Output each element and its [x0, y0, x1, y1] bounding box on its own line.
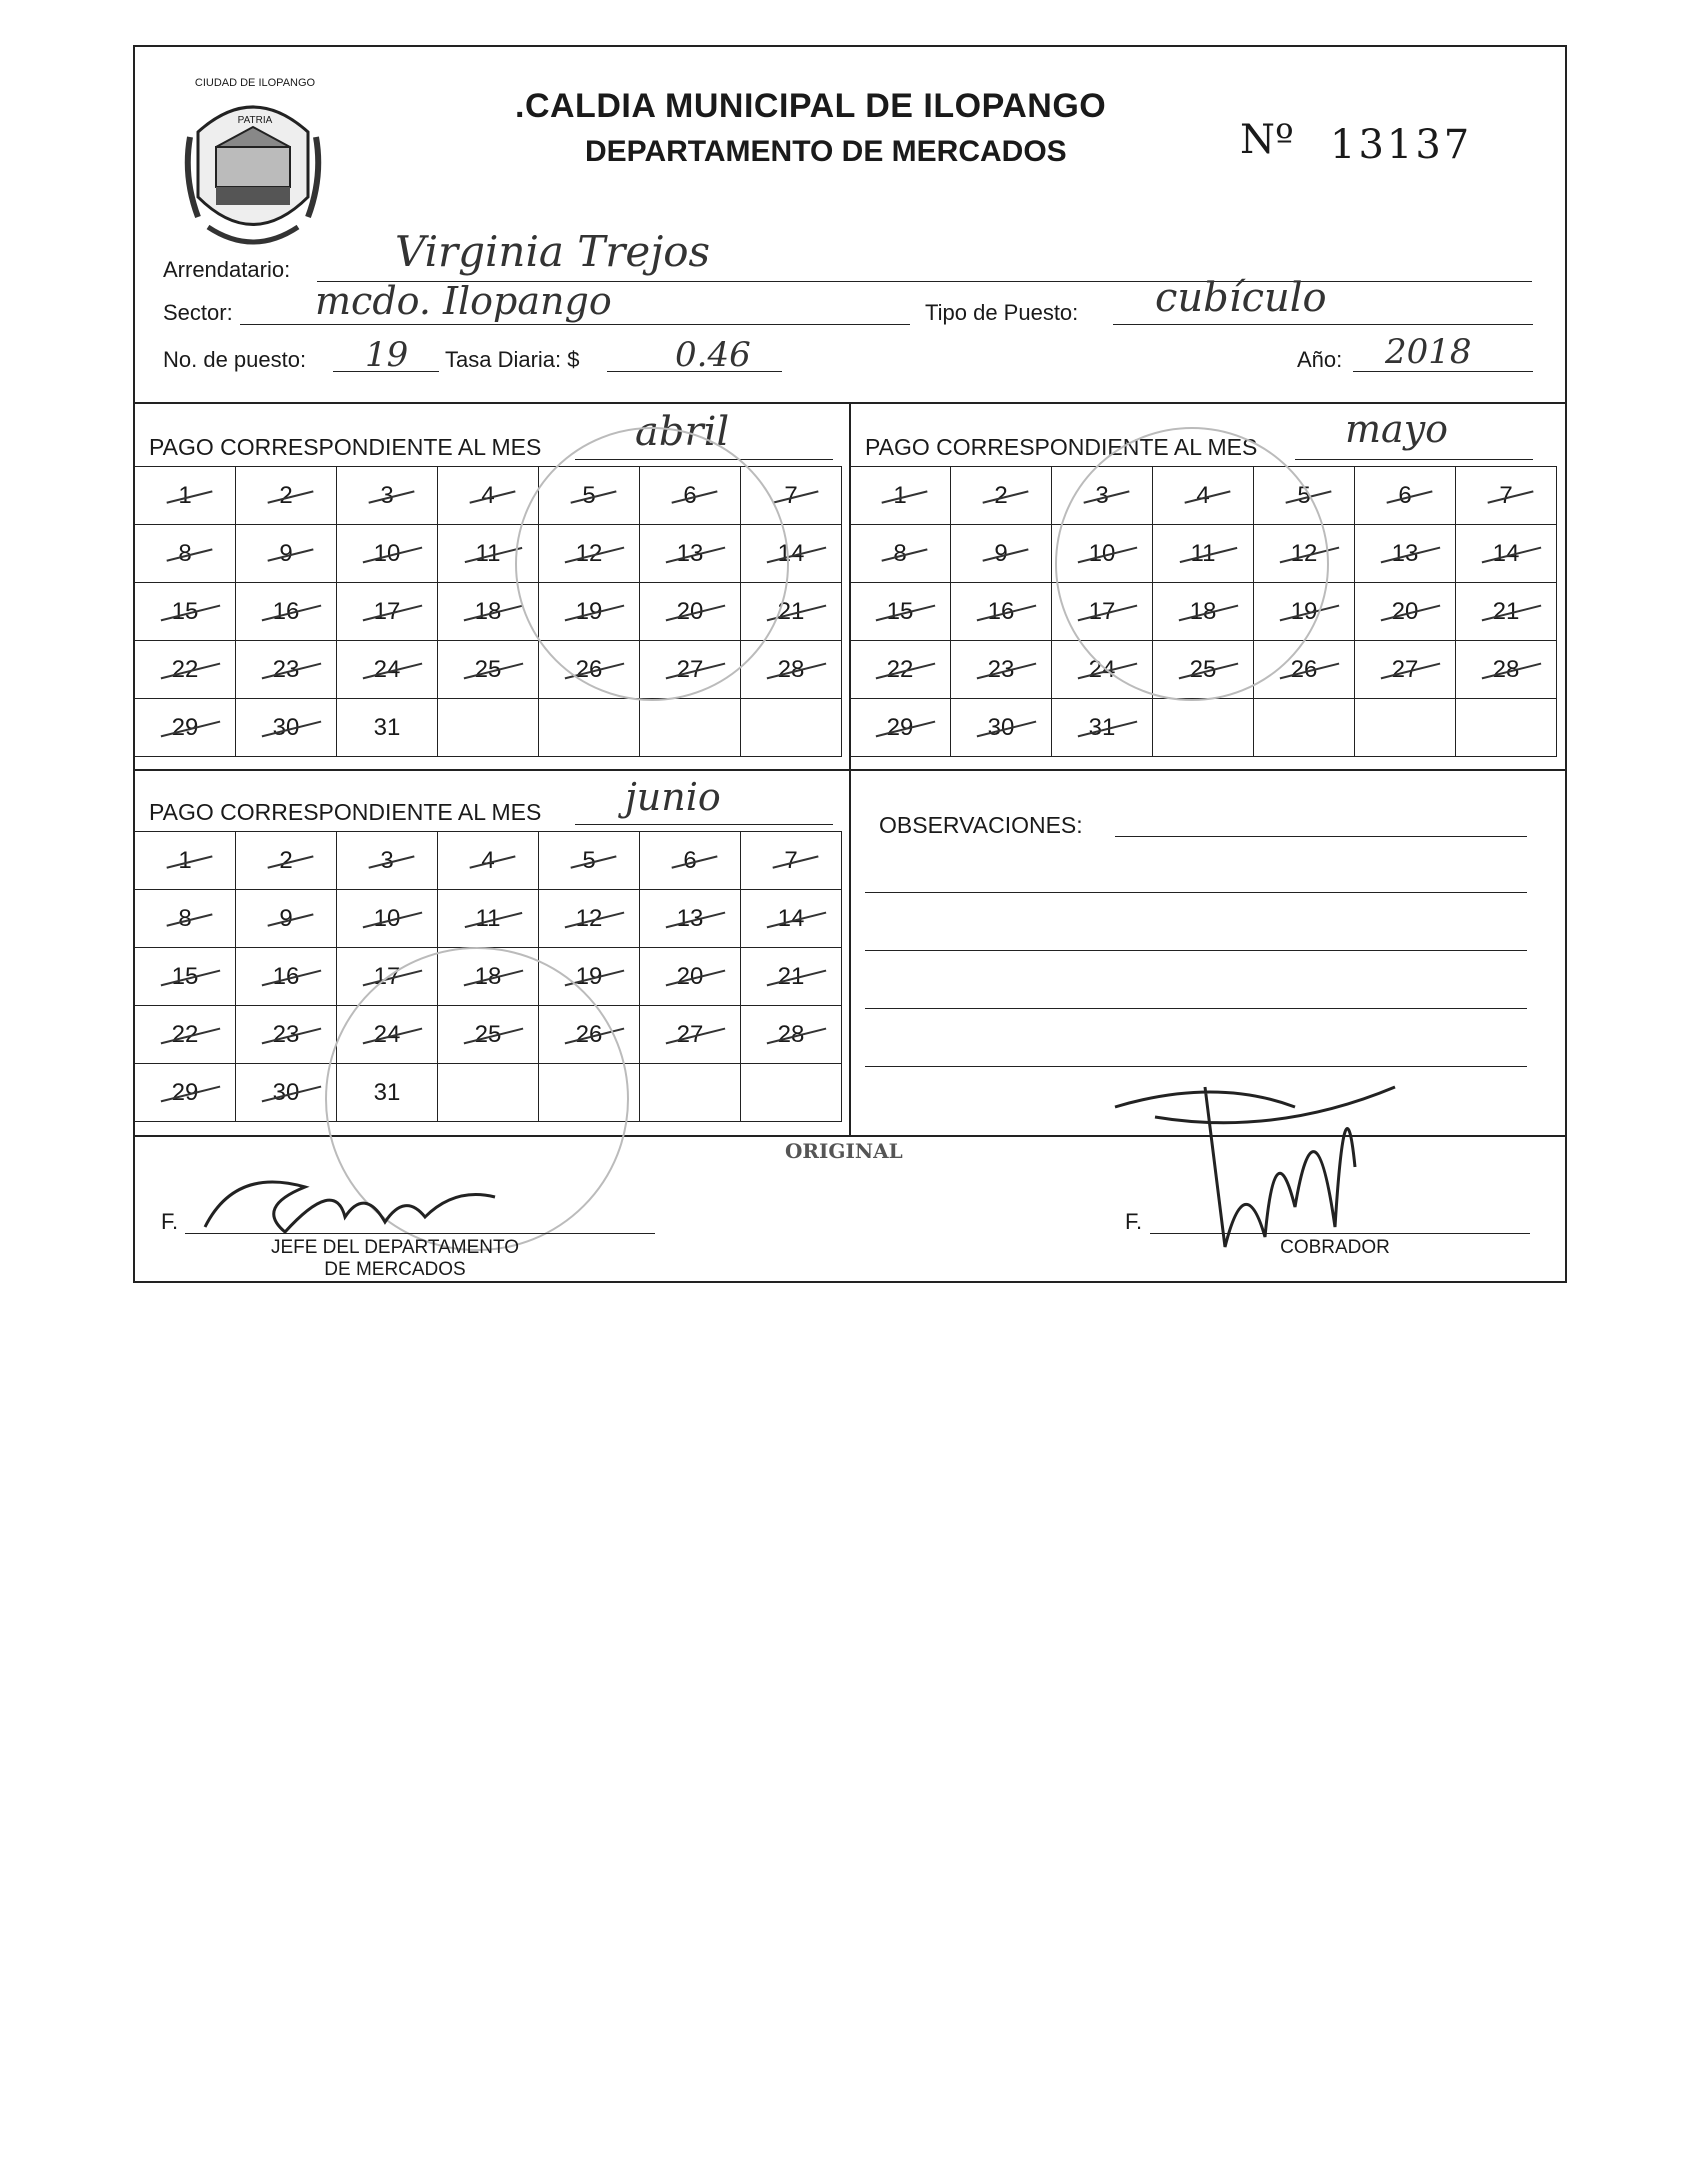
day-cell: [337, 583, 438, 641]
day-number: 25: [1189, 655, 1217, 683]
day-number: 19: [575, 597, 603, 625]
empty-day-cell: [741, 1064, 842, 1122]
day-cell: [951, 525, 1052, 583]
day-number: 27: [676, 655, 704, 683]
municipal-seal-icon: [178, 77, 328, 277]
day-cell: [1355, 525, 1456, 583]
day-number: 24: [373, 655, 401, 683]
day-cell: [951, 467, 1052, 525]
tipo-puesto-line: [1113, 324, 1533, 325]
day-number: 4: [481, 846, 495, 874]
day-cell: [135, 890, 236, 948]
empty-day-cell: [640, 1064, 741, 1122]
day-number: 4: [481, 481, 495, 509]
day-number: 8: [178, 904, 192, 932]
day-number: 8: [893, 539, 907, 567]
day-cell: [1355, 467, 1456, 525]
day-number: 13: [1391, 539, 1419, 567]
day-number: 20: [676, 962, 704, 990]
day-cell: [135, 832, 236, 890]
day-number: 6: [683, 481, 697, 509]
day-number: 17: [373, 597, 401, 625]
title-municipality: .CALDIA MUNICIPAL DE ILOPANGO: [515, 87, 1107, 125]
folio-label: Nº: [1240, 117, 1294, 163]
day-cell: [438, 641, 539, 699]
day-number: 16: [987, 597, 1015, 625]
day-cell: [640, 1006, 741, 1064]
day-cell: [741, 948, 842, 1006]
day-number: 9: [994, 539, 1008, 567]
day-number: 1: [178, 481, 192, 509]
day-number: 27: [676, 1020, 704, 1048]
day-number: 23: [272, 1020, 300, 1048]
day-cell: [236, 525, 337, 583]
month-value-1: abril: [635, 409, 730, 455]
day-number: 11: [475, 539, 501, 567]
day-cell: [438, 832, 539, 890]
day-number: 22: [886, 655, 914, 683]
day-cell: [438, 890, 539, 948]
day-number: 2: [279, 846, 293, 874]
tasa-label: Tasa Diaria: $: [445, 347, 580, 372]
day-number: 7: [784, 846, 798, 874]
tipo-puesto-label: Tipo de Puesto:: [925, 300, 1079, 325]
day-number: 20: [1391, 597, 1419, 625]
day-cell: [1052, 699, 1153, 757]
day-number: 10: [373, 904, 401, 932]
day-number: 15: [171, 597, 199, 625]
day-number: 30: [272, 713, 300, 741]
day-number: 31: [1088, 713, 1116, 741]
day-number: 28: [1492, 655, 1520, 683]
arrendatario-value: Virginia Trejos: [395, 227, 711, 276]
day-cell: [236, 948, 337, 1006]
day-number: 8: [178, 539, 192, 567]
day-number: 20: [676, 597, 704, 625]
puesto-value: 19: [365, 335, 409, 375]
day-cell: [337, 832, 438, 890]
day-cell: [539, 890, 640, 948]
day-number: 5: [1297, 481, 1311, 509]
sector-line: [240, 324, 910, 325]
day-cell: [951, 699, 1052, 757]
day-number: 18: [474, 597, 502, 625]
empty-day-cell: [640, 699, 741, 757]
day-cell: [850, 583, 951, 641]
empty-day-cell: [1153, 699, 1254, 757]
day-number: 29: [171, 713, 199, 741]
sector-value: mcdo. Ilopango: [315, 279, 612, 323]
sector-label: Sector:: [163, 300, 233, 325]
day-number: 2: [994, 481, 1008, 509]
day-number: 30: [272, 1078, 300, 1106]
day-cell: [135, 1064, 236, 1122]
day-cell: [741, 832, 842, 890]
day-cell: [741, 890, 842, 948]
day-cell: [1456, 467, 1557, 525]
day-number: 17: [373, 962, 401, 990]
day-number: 31: [373, 1078, 401, 1106]
day-number: 9: [279, 539, 293, 567]
day-number: 13: [676, 539, 704, 567]
month-label-3: PAGO CORRESPONDIENTE AL MES: [149, 799, 542, 825]
day-cell: [236, 467, 337, 525]
day-number: 19: [1290, 597, 1318, 625]
day-number: 24: [1088, 655, 1116, 683]
day-number: 14: [1492, 539, 1520, 567]
day-number: 21: [1492, 597, 1520, 625]
day-cell: [1456, 583, 1557, 641]
day-cell: [337, 890, 438, 948]
market-payment-card: [133, 45, 1567, 1283]
empty-day-cell: [1254, 699, 1355, 757]
empty-day-cell: [1456, 699, 1557, 757]
day-cell: [539, 832, 640, 890]
day-number: 1: [178, 846, 192, 874]
jefe-label-line2: DE MERCADOS: [324, 1259, 466, 1280]
day-cell: [236, 583, 337, 641]
day-number: 11: [1190, 539, 1216, 567]
arrendatario-label: Arrendatario:: [163, 257, 291, 282]
day-number: 15: [171, 962, 199, 990]
day-cell: [337, 641, 438, 699]
day-number: 16: [272, 962, 300, 990]
day-cell: [236, 1064, 337, 1122]
day-cell: [135, 525, 236, 583]
day-cell: [1355, 641, 1456, 699]
day-cell: [337, 525, 438, 583]
day-number: 23: [987, 655, 1015, 683]
day-number: 31: [373, 713, 401, 741]
day-number: 13: [676, 904, 704, 932]
obs-line-1: [865, 892, 1527, 893]
empty-day-cell: [1355, 699, 1456, 757]
day-number: 18: [1189, 597, 1217, 625]
day-number: 1: [893, 481, 907, 509]
day-number: 3: [380, 846, 394, 874]
day-number: 3: [1095, 481, 1109, 509]
day-number: 14: [777, 539, 805, 567]
day-number: 4: [1196, 481, 1210, 509]
day-cell: [850, 467, 951, 525]
signature-jefe-icon: [195, 1147, 515, 1247]
day-number: 5: [582, 481, 596, 509]
month-line-2: [1295, 459, 1533, 460]
day-cell: [236, 832, 337, 890]
day-cell: [951, 641, 1052, 699]
day-number: 29: [171, 1078, 199, 1106]
day-number: 28: [777, 1020, 805, 1048]
day-cell: [236, 1006, 337, 1064]
day-cell: [135, 641, 236, 699]
day-number: 25: [474, 1020, 502, 1048]
day-cell: [135, 948, 236, 1006]
title-department: DEPARTAMENTO DE MERCADOS: [585, 135, 1067, 168]
day-number: 12: [1290, 539, 1318, 567]
obs-line-2: [865, 950, 1527, 951]
cobrador-label: COBRADOR: [1280, 1237, 1390, 1258]
day-cell: [135, 1006, 236, 1064]
day-cell: [337, 699, 438, 757]
day-number: 10: [373, 539, 401, 567]
stamp-mayo: [1055, 427, 1329, 701]
day-cell: [850, 641, 951, 699]
day-number: 11: [475, 904, 501, 932]
month-label-2: PAGO CORRESPONDIENTE AL MES: [865, 434, 1258, 460]
month-label-1: PAGO CORRESPONDIENTE AL MES: [149, 434, 542, 460]
day-number: 28: [777, 655, 805, 683]
day-number: 24: [373, 1020, 401, 1048]
day-number: 21: [777, 962, 805, 990]
obs-line-0: [1115, 836, 1527, 837]
empty-day-cell: [741, 699, 842, 757]
day-number: 5: [582, 846, 596, 874]
day-cell: [1456, 641, 1557, 699]
day-cell: [135, 467, 236, 525]
day-number: 26: [575, 1020, 603, 1048]
jefe-label-line1: JEFE DEL DEPARTAMENTO: [270, 1237, 520, 1258]
empty-day-cell: [438, 699, 539, 757]
day-number: 18: [474, 962, 502, 990]
day-cell: [640, 948, 741, 1006]
day-number: 16: [272, 597, 300, 625]
day-number: 3: [380, 481, 394, 509]
folio-number: 13137: [1330, 122, 1473, 168]
day-cell: [135, 583, 236, 641]
day-number: 7: [784, 481, 798, 509]
day-cell: [236, 641, 337, 699]
signature-cobrador-icon: [1095, 1047, 1415, 1267]
day-number: 27: [1391, 655, 1419, 683]
tipo-puesto-value: cubículo: [1155, 275, 1327, 321]
day-cell: [850, 699, 951, 757]
day-number: 25: [474, 655, 502, 683]
day-cell: [337, 467, 438, 525]
day-cell: [951, 583, 1052, 641]
day-number: 10: [1088, 539, 1116, 567]
day-number: 30: [987, 713, 1015, 741]
day-number: 7: [1499, 481, 1513, 509]
seal-top-text: CIUDAD DE ILOPANGO: [194, 77, 316, 89]
month-value-2: mayo: [1345, 407, 1449, 451]
empty-day-cell: [539, 699, 640, 757]
anio-value: 2018: [1385, 332, 1472, 372]
day-number: 14: [777, 904, 805, 932]
obs-line-3: [865, 1008, 1527, 1009]
day-number: 29: [886, 713, 914, 741]
tasa-value: 0.46: [675, 335, 751, 375]
day-number: 15: [886, 597, 914, 625]
month-value-3: junio: [625, 775, 721, 819]
day-number: 2: [279, 481, 293, 509]
day-number: 22: [171, 1020, 199, 1048]
day-cell: [1355, 583, 1456, 641]
day-number: 26: [575, 655, 603, 683]
f-right-label: F.: [1125, 1209, 1143, 1234]
day-number: 23: [272, 655, 300, 683]
anio-label: Año:: [1297, 347, 1343, 372]
day-number: 6: [1398, 481, 1412, 509]
day-number: 19: [575, 962, 603, 990]
day-number: 21: [777, 597, 805, 625]
seal-bottom-text: PATRIA: [237, 115, 273, 126]
day-number: 12: [575, 539, 603, 567]
day-cell: [1456, 525, 1557, 583]
day-cell: [640, 890, 741, 948]
stamp-abril: [515, 427, 789, 701]
day-number: 9: [279, 904, 293, 932]
day-number: 6: [683, 846, 697, 874]
day-cell: [741, 1006, 842, 1064]
day-cell: [135, 699, 236, 757]
day-number: 26: [1290, 655, 1318, 683]
day-number: 12: [575, 904, 603, 932]
month-line-3: [575, 824, 833, 825]
day-cell: [850, 525, 951, 583]
day-cell: [236, 890, 337, 948]
day-number: 22: [171, 655, 199, 683]
original-mark: ORIGINAL: [785, 1139, 903, 1163]
day-number: 17: [1088, 597, 1116, 625]
f-left-label: F.: [161, 1209, 179, 1234]
day-cell: [236, 699, 337, 757]
day-cell: [640, 832, 741, 890]
puesto-label: No. de puesto:: [163, 347, 307, 372]
observaciones-label: OBSERVACIONES:: [879, 812, 1083, 838]
